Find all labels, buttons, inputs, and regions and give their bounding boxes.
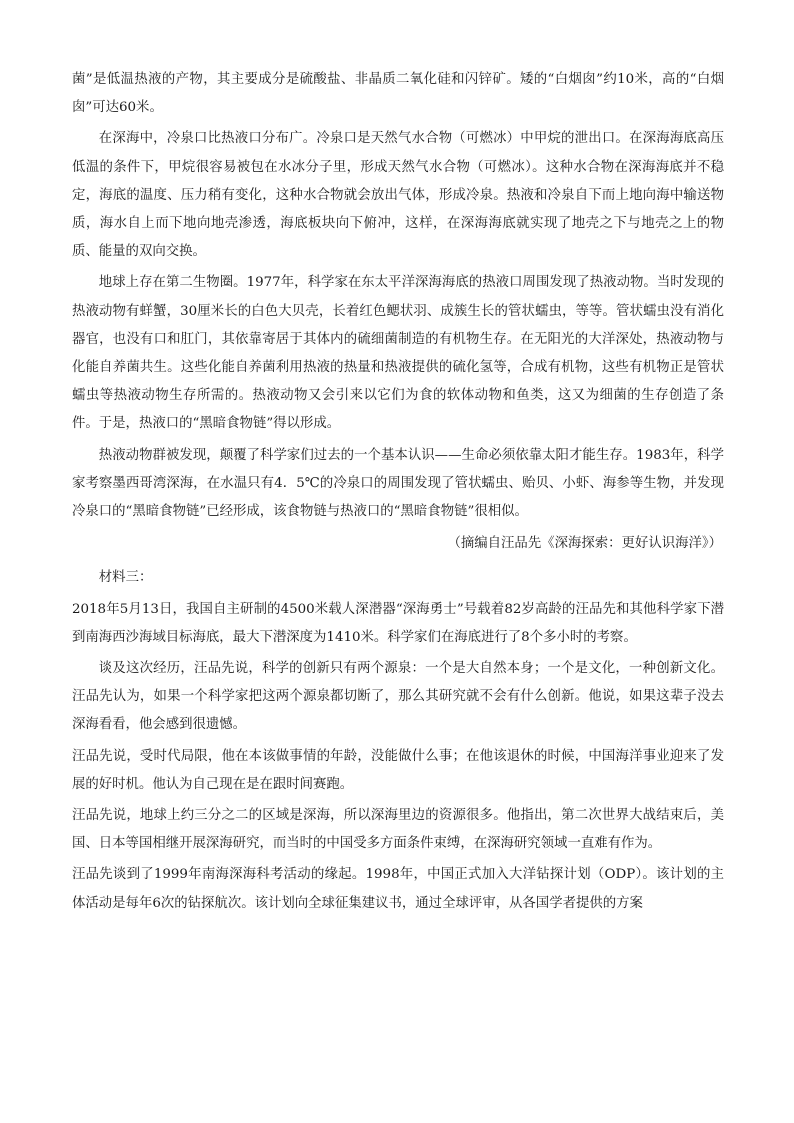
paragraph-time: 汪品先说，受时代局限，他在本该做事情的年龄，没能做什么事；在他该退休的时候，中国海洋事业迎来了发展的好时机。他认为自己现在是在跟时间赛跑。 (72, 748, 724, 792)
paragraph-deep-sea-area: 汪品先说，地球上约三分之二的区域是深海，所以深海里边的资源很多。他指出，第二次世界大战结束后，美国、日本等国相继开展深海研究，而当时的中国受多方面条件束缚，在深海研究领域一直难有作为。 (72, 808, 724, 852)
paragraph-dive: 2018年5月13日，我国自主研制的4500米载人深潜器“深海勇士”号载着82岁高龄的汪品先和其他科学家下潜到南海西沙海域目标海底，最大下潜深度为1410米。科学家们在海底进行了8个多小时的考察。 (72, 601, 724, 645)
document-page (72, 66, 724, 921)
paragraph-cold-seeps: 在深海中，冷泉口比热液口分布广。冷泉口是天然气水合物（可燃冰）中甲烷的泄出口。在深海海底高压低温的条件下，甲烷很容易被包在水冰分子里，形成天然气水合物（可燃冰）。这种水合物在深海海底并不稳定，海底的温度、压力稍有变化，这种水合物就会放出气体，形成冷泉。热液和冷泉自下而上地向海中输送物质，海水自上而下地向地壳渗透，海底板块向下俯冲，这样，在深海海底就实现了地壳之下与地壳之上的物质、能量的双向交换。 (72, 131, 724, 260)
paragraph-odp: 汪品先谈到了1999年南海深海科考活动的缘起。1998年，中国正式加入大洋钻探计划（ODP）。该计划的主体活动是每年6次的钻探航次。该计划向全球征集建议书，通过全球评审，从各国学者提供的方案 (72, 867, 724, 911)
paragraph-innovation: 谈及这次经历，汪品先说，科学的创新只有两个源泉：一个是大自然本身；一个是文化，一种创新文化。汪品先认为，如果一个科学家把这两个源泉都切断了，那么其研究就不会有什么创新。他说，如果这辈子没去深海看看，他会感到很遗憾。 (72, 661, 724, 733)
paragraph-continuation: 菌”是低温热液的产物，其主要成分是硫酸盐、非晶质二氧化硅和闪锌矿。矮的“白烟囱”约10米，高的“白烟囱”可达60米。 (72, 72, 724, 116)
paragraph-hydrothermal-discovery: 热液动物群被发现，颠覆了科学家们过去的一个基本认识——生命必须依靠太阳才能生存。1983年，科学家考察墨西哥湾深海，在水温只有4．5℃的冷泉口的周围发现了管状蠕虫、贻贝、小虾、海参等生物，并发现冷泉口的“黑暗食物链”已经形成，该食物链与热液口的“黑暗食物链”很相似。 (72, 447, 724, 520)
paragraph-second-biosphere: 地球上存在第二生物圈。1977年，科学家在东太平洋深海海底的热液口周围发现了热液动物。当时发现的热液动物有蛘蟹，30厘米长的白色大贝壳，长着红色鳃状羽、成簇生长的管状蠕虫，等等。管状蠕虫没有消化器官，也没有口和肛门，其依靠寄居于其体内的硫细菌制造的有机物生存。在无阳光的大洋深处，热液动物与化能自养菌共生。这些化能自养菌利用热液的热量和热液提供的硫化氢等，合成有机物，这些有机物正是管状蠕虫等热液动物生存所需的。热液动物又会引来以它们为食的软体动物和鱼类，这又为细菌的生存创造了条件。于是，热液口的“黑暗食物链”得以形成。 (72, 275, 724, 432)
source-citation: （摘编自汪品先《深海探索：更好认识海洋》） (447, 536, 722, 552)
material-heading: 材料三： (98, 570, 153, 586)
